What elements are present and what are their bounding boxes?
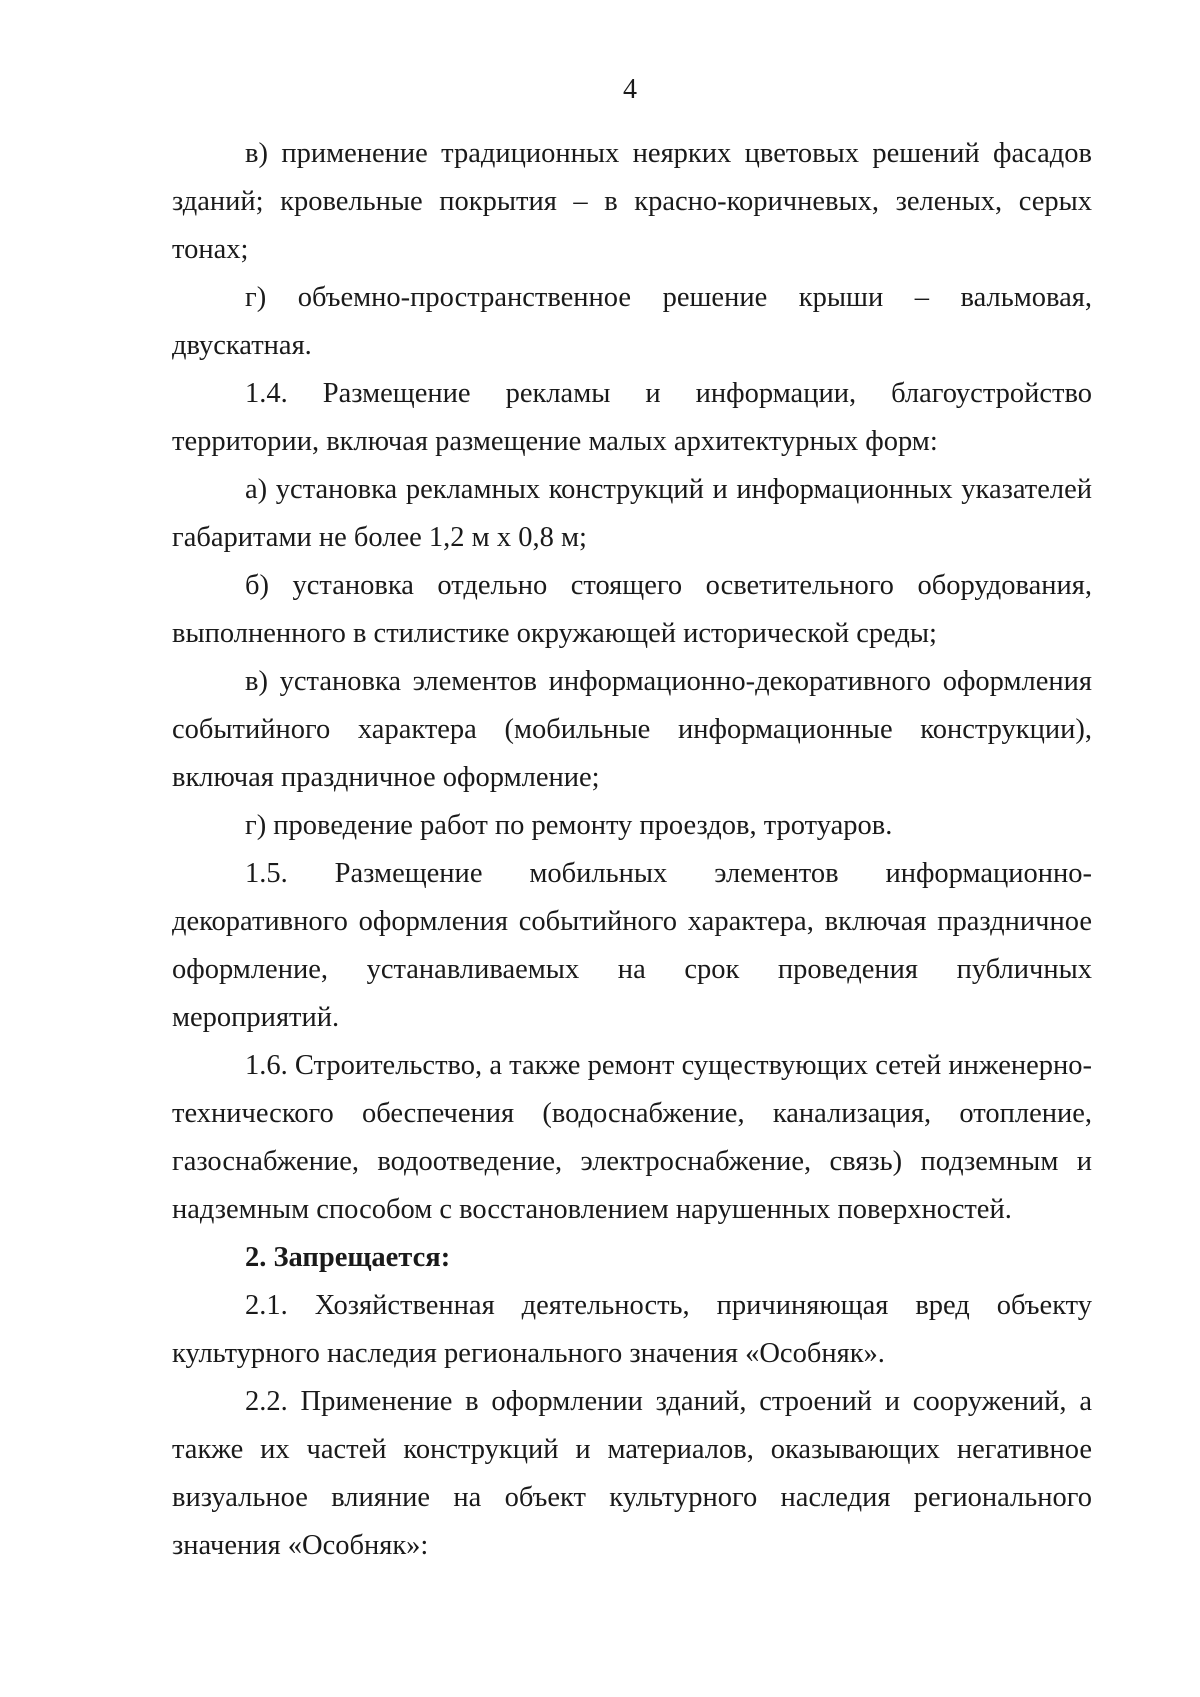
- paragraph-1-5: 1.5. Размещение мобильных элементов информационно-декоративного оформления событийного характера, включая праздничное оформление, устанавливаемых на срок проведения публичных мероприятий.: [172, 858, 1092, 1033]
- paragraph-2-2: 2.2. Применение в оформлении зданий, строений и сооружений, а также их частей конструкций и материалов, оказывающих негативное визуальное влияние на объект культурного наследия регионального значения «Особняк»:: [172, 1386, 1092, 1561]
- document-body: [172, 130, 1092, 1570]
- page-number: 4: [623, 74, 637, 105]
- paragraph-1-4: 1.4. Размещение рекламы и информации, благоустройство территории, включая размещение малых архитектурных форм:: [172, 378, 1092, 457]
- paragraph-1-4-a: а) установка рекламных конструкций и информационных указателей габаритами не более 1,2 м х 0,8 м;: [172, 474, 1092, 553]
- section-heading-2: 2. Запрещается:: [245, 1242, 451, 1273]
- paragraph-2-1: 2.1. Хозяйственная деятельность, причиняющая вред объекту культурного наследия регионального значения «Особняк».: [172, 1290, 1092, 1369]
- paragraph-1-4-g: г) проведение работ по ремонту проездов, тротуаров.: [245, 810, 893, 841]
- paragraph-3-g: г) объемно-пространственное решение крыши – вальмовая, двускатная.: [172, 282, 1092, 361]
- paragraph-1-4-b: б) установка отдельно стоящего осветительного оборудования, выполненного в стилистике окружающей исторической среды;: [172, 570, 1092, 649]
- paragraph-1-6: 1.6. Строительство, а также ремонт существующих сетей инженерно-технического обеспечения (водоснабжение, канализация, отопление, газоснабжение, водоотведение, электроснабжение, связь) подземным и надземным способом с восстановлением нарушенных поверхностей.: [172, 1050, 1092, 1225]
- paragraph-1-4-v: в) установка элементов информационно-декоративного оформления событийного характера (мобильные информационные конструкции), включая праздничное оформление;: [172, 666, 1092, 793]
- paragraph-3-v: в) применение традиционных неярких цветовых решений фасадов зданий; кровельные покрытия – в красно-коричневых, зеленых, серых тонах;: [172, 138, 1092, 265]
